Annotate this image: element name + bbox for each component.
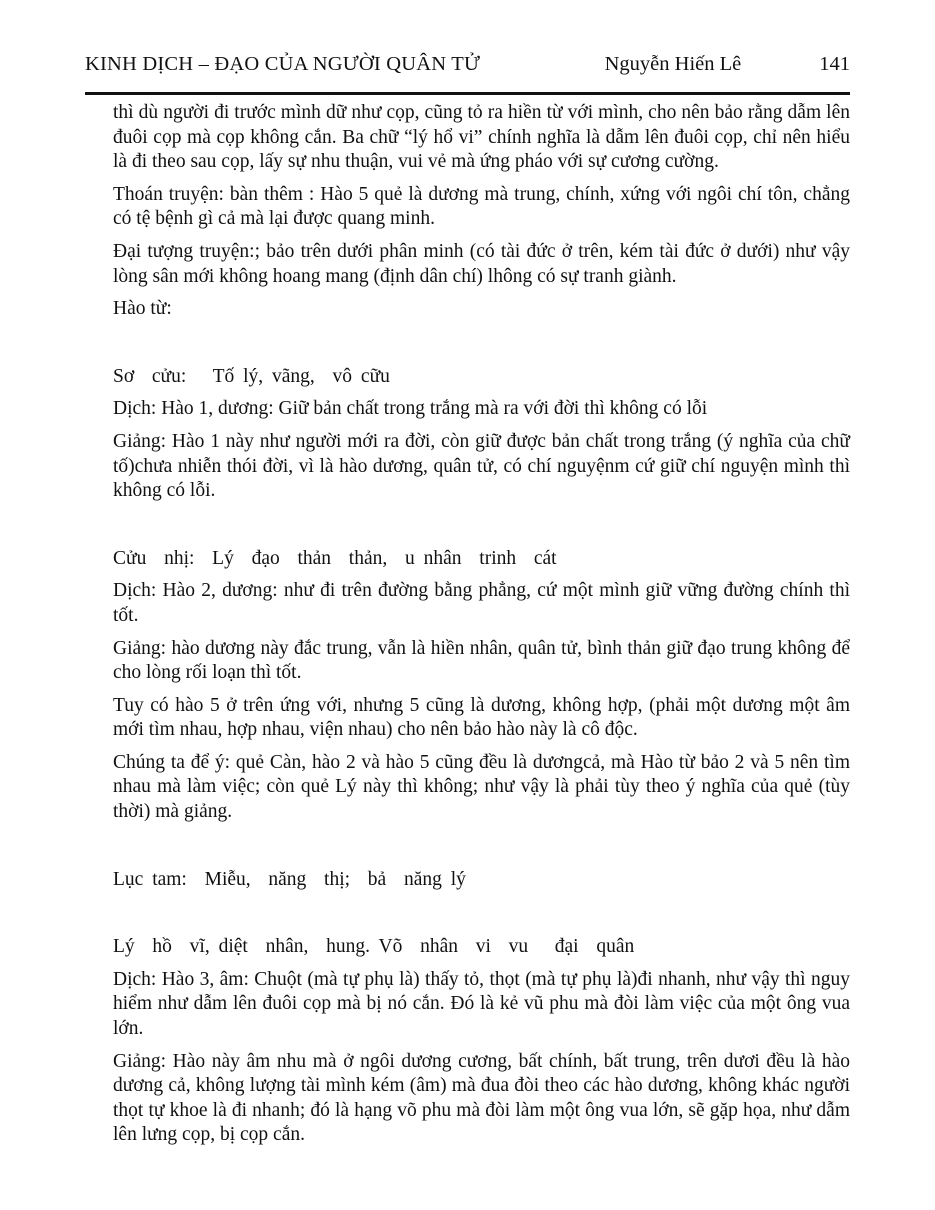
paragraph-giang-hao-1: Giảng: Hào 1 này như người mới ra đời, còn giữ được bản chất trong trắng (ý nghĩa của chữ tố)chưa nhiễn thói đời, vì là hào dương, quân tử, có chí nguyệnm cứ giữ chí nguyện mình thì không có lỗi. [113,430,850,502]
paragraph-dai-tuong-truyen: Đại tượng truyện:; bảo trên dưới phân minh (có tài đức ở trên, kém tài đức ở dưới) như vậy lòng sân mới không hoang mang (định dân chí) lhông có sự tranh giành. [113,240,850,287]
page-header [85,52,850,76]
paragraph-chung-ta-de-y: Chúng ta để ý: quẻ Càn, hào 2 và hào 5 cũng đều là dươngcả, mà Hào từ bảo 2 và 5 nên tìm nhau mà làm việc; còn quẻ Lý này thì không; như vậy là phải tùy theo ý nghĩa của quẻ (tùy thời) mà giảng. [113,751,850,823]
paragraph-hao-tu: Hào từ: [113,298,172,320]
paragraph-dich-hao-2: Dịch: Hào 2, dương: như đi trên đường bằng phẳng, cứ một mình giữ vững đường chính thì tốt. [113,580,850,626]
paragraph-continuation: thì dù người đi trước mình dữ như cọp, cũng tỏ ra hiền từ với mình, cho nên bảo rằng dẫm lên đuôi cọp mà cọp không cắn. Ba chữ “lý hổ vi” chính nghĩa là dẫm lên đuôi cọp, chỉ nên hiểu là đi theo sau cọp, lấy sự nhu thuận, vui vẻ mà ứng pháo với sự cương cường. [113,102,850,173]
verse-so-cuu: Sơ cửu: Tố lý, vãng, vô cữu [113,365,390,387]
header-rule [85,92,850,95]
verse-ly-ho-vi: Lý hồ vĩ, diệt nhân, hung. Võ nhân vi vu đại quân [113,936,635,958]
paragraph-tuy-co-hao-5: Tuy có hào 5 ở trên ứng với, nhưng 5 cũng là dương, không hợp, (phải một dương một âm mới tìm nhau, hợp nhau, viện nhau) cho nên bảo hào này là cô độc. [113,694,850,741]
author-name: Nguyễn Hiến Lê [604,53,742,75]
book-title: KINH DỊCH – ĐẠO CỦA NGƯỜI QUÂN TỬ [85,53,481,75]
paragraph-dich-hao-3: Dịch: Hào 3, âm: Chuột (mà tự phụ là) thấy tỏ, thọt (mà tự phụ là)đi nhanh, như vậy thì nguy hiểm như dẫm lên đuôi cọp mà bị nó cắn. Đó là kẻ vũ phu mà đòi làm việc của một ông vua lớn. [113,968,850,1040]
paragraph-thoan-truyen: Thoán truyện: bàn thêm : Hào 5 quẻ là dương mà trung, chính, xứng với ngôi chí tôn, chẳng có tệ bệnh gì cả mà lại được quang minh. [113,183,850,230]
page-number: 141 [819,53,850,75]
paragraph-dich-hao-1: Dịch: Hào 1, dương: Giữ bản chất trong trắng mà ra với đời thì không có lỗi [113,398,708,420]
paragraph-giang-hao-2: Giảng: hào dương này đắc trung, vẫn là hiền nhân, quân tử, bình thản giữ đạo trung không để cho lòng rối loạn thì tốt. [113,637,850,684]
paragraph-giang-hao-3: Giảng: Hào này âm nhu mà ở ngôi dương cương, bất chính, bất trung, trên dươi đều là hào dương cả, không lượng tài mình kém (âm) mà đua đòi theo các hào dương, không khác người thọt tự khoe là đi nhanh; đó là hạng võ phu mà đòi làm một ông vua lớn, sẽ gặp họa, như dẫm lên lưng cọp, bị cọp cắn. [113,1050,850,1146]
document-body [113,101,850,1148]
verse-cuu-nhi: Cửu nhị: Lý đạo thản thản, u nhân trinh cát [113,547,557,569]
verse-luc-tam: Lục tam: Miễu, năng thị; bả năng lý [113,868,466,890]
